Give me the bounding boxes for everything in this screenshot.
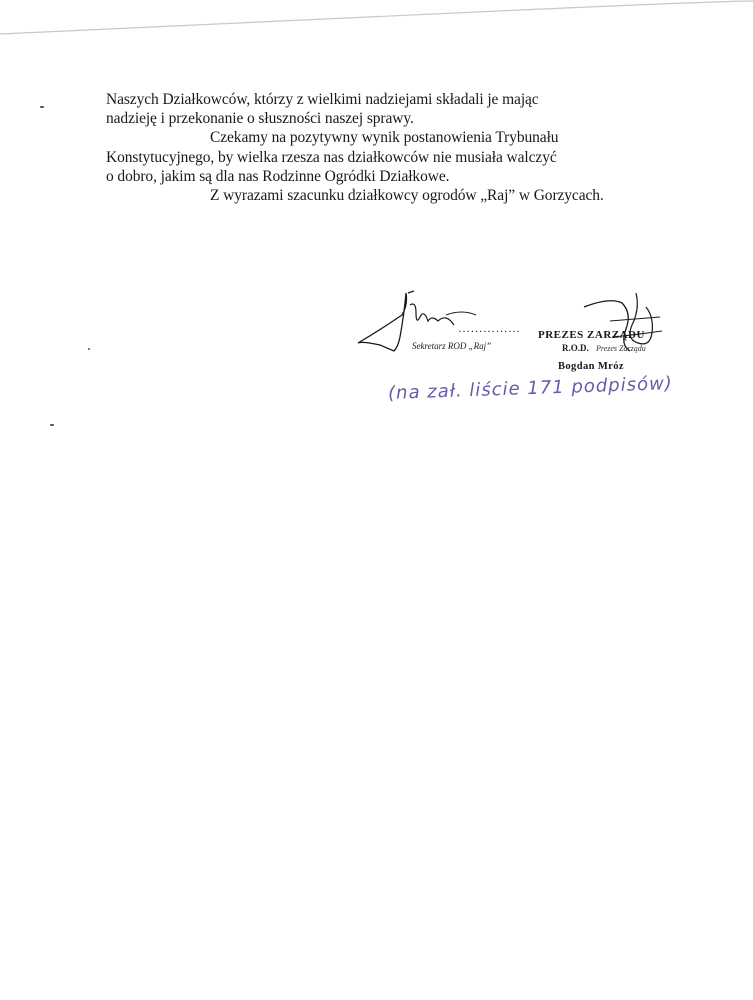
scan-speck (50, 424, 54, 426)
letter-line-2: nadzieję i przekonanie o słuszności naszej sprawy. (106, 110, 414, 127)
scan-edge-line (0, 0, 753, 40)
letter-line-3: Czekamy na pozytywny wynik postanowienia Trybunału (210, 129, 559, 146)
letter-closing: Z wyrazami szacunku działkowcy ogrodów „Raj” w Gorzycach. (210, 187, 604, 204)
president-title: PREZES ZARZĄDU (538, 329, 645, 341)
signature-dotted-line: …………… (458, 321, 521, 335)
scan-speck (88, 348, 90, 350)
handwritten-note: (na zał. liście 171 podpisów) (387, 373, 674, 404)
rod-stamp-org: R.O.D. (562, 343, 589, 353)
president-name: Bogdan Mróz (558, 361, 624, 372)
rod-stamp-label: Prezes Zarządu (596, 344, 646, 353)
letter-line-4: Konstytucyjnego, by wielka rzesza nas działkowców nie musiała walczyć (106, 149, 557, 166)
letter-line-1: Naszych Działkowców, którzy z wielkimi nadziejami składali je mając (106, 91, 539, 108)
secretary-label: Sekretarz ROD „Raj” (412, 341, 492, 351)
letter-line-5: o dobro, jakim są dla nas Rodzinne Ogródki Działkowe. (106, 168, 450, 185)
scan-speck (40, 106, 44, 108)
